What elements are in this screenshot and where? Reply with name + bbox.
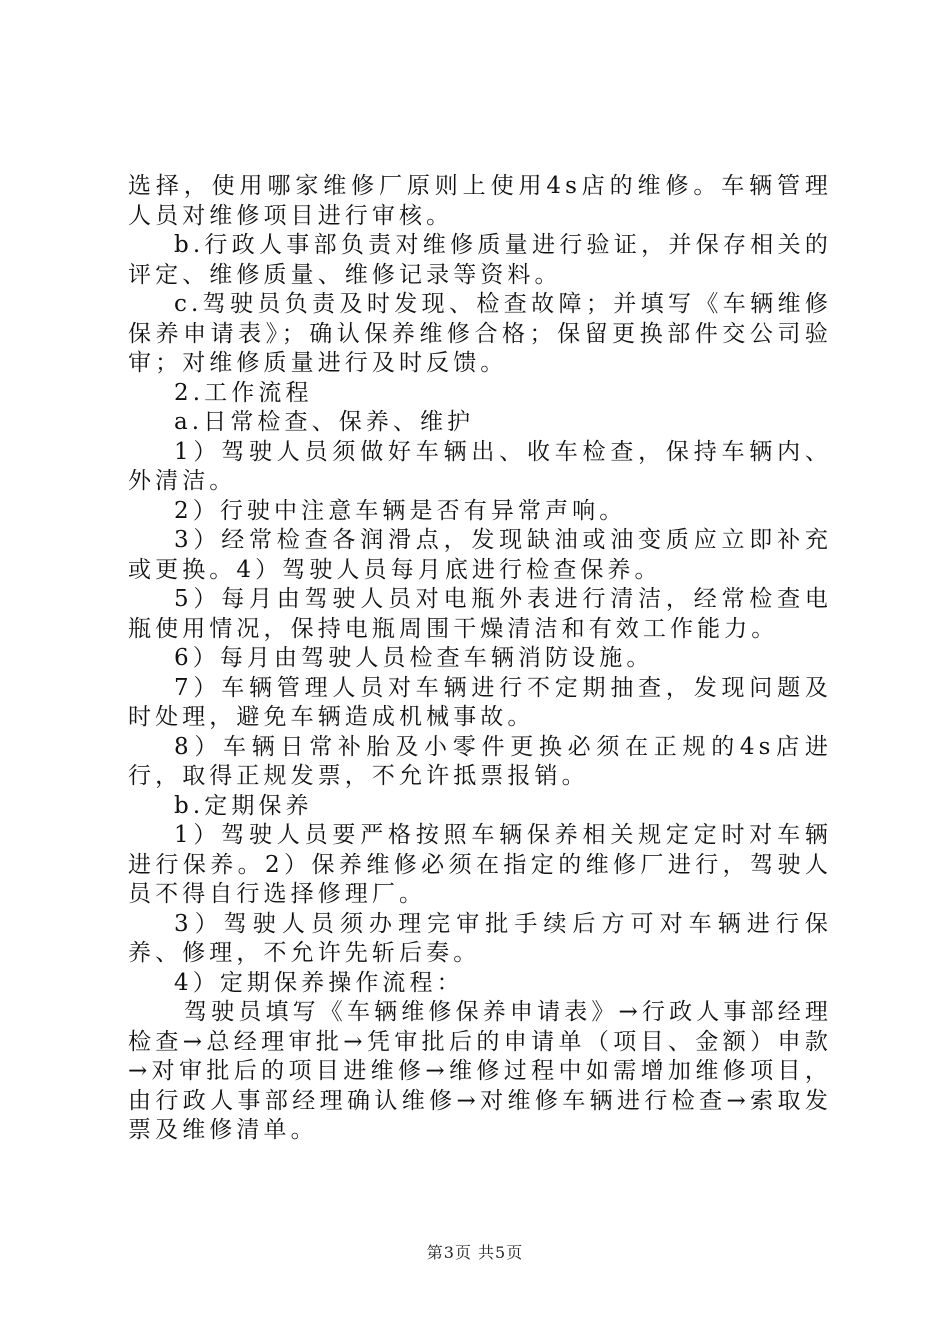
list-item: 5）每月由驾驶人员对电瓶外表进行清洁，经常检查电瓶使用情况，保持电瓶周围干燥清洁和有效工作能力。 (128, 586, 832, 642)
list-item: 7）车辆管理人员对车辆进行不定期抽查，发现问题及时处理，避免车辆造成机械事故。 (128, 674, 832, 730)
list-item: 4）定期保养操作流程： (174, 969, 464, 996)
list-item: 3）驾驶人员须办理完审批手续后方可对车辆进行保养、修理，不允许先斩后奏。 (128, 910, 832, 966)
list-item: 8）车辆日常补胎及小零件更换必须在正规的4s店进行，取得正规发票，不允许抵票报销。 (128, 733, 832, 789)
paragraph: 选择，使用哪家维修厂原则上使用4s店的维修。车辆管理人员对维修项目进行审核。 (128, 173, 832, 229)
paragraph: b.行政人事部负责对维修质量进行验证，并保存相关的评定、维修质量、维修记录等资料。 (128, 232, 832, 288)
process-flow-paragraph: 驾驶员填写《车辆维修保养申请表》→行政人事部经理检查→总经理审批→凭审批后的申请单（项目、金额）申款→对审批后的项目进维修→维修过程中如需增加维修项目，由行政人事部经理确认维修→对维修车辆进行检查→索取发票及维修清单。 (128, 999, 832, 1143)
list-item: 1）驾驶人员须做好车辆出、收车检查，保持车辆内、外清洁。 (128, 438, 832, 494)
list-item: 6）每月由驾驶人员检查车辆消防设施。 (174, 645, 654, 671)
list-item: 2）行驶中注意车辆是否有异常声响。 (174, 497, 627, 524)
document-body (128, 172, 832, 1146)
subsection-heading: b.定期保养 (174, 792, 313, 819)
list-item: 1）驾驶人员要严格按照车辆保养相关规定定时对车辆进行保养。2）保养维修必须在指定的维修厂进行，驾驶人员不得自行选择修理厂。 (128, 822, 832, 907)
section-heading: 2.工作流程 (174, 379, 313, 406)
page-footer: 第3页 共5页 (426, 1243, 524, 1262)
subsection-heading: a.日常检查、保养、维护 (174, 409, 475, 435)
paragraph: c.驾驶员负责及时发现、检查故障；并填写《车辆维修保养申请表》；确认保养维修合格；保留更换部件交公司验审；对维修质量进行及时反馈。 (128, 291, 832, 376)
list-item: 3）经常检查各润滑点，发现缺油或油变质应立即补充或更换。4）驾驶人员每月底进行检查保养。 (128, 527, 832, 583)
